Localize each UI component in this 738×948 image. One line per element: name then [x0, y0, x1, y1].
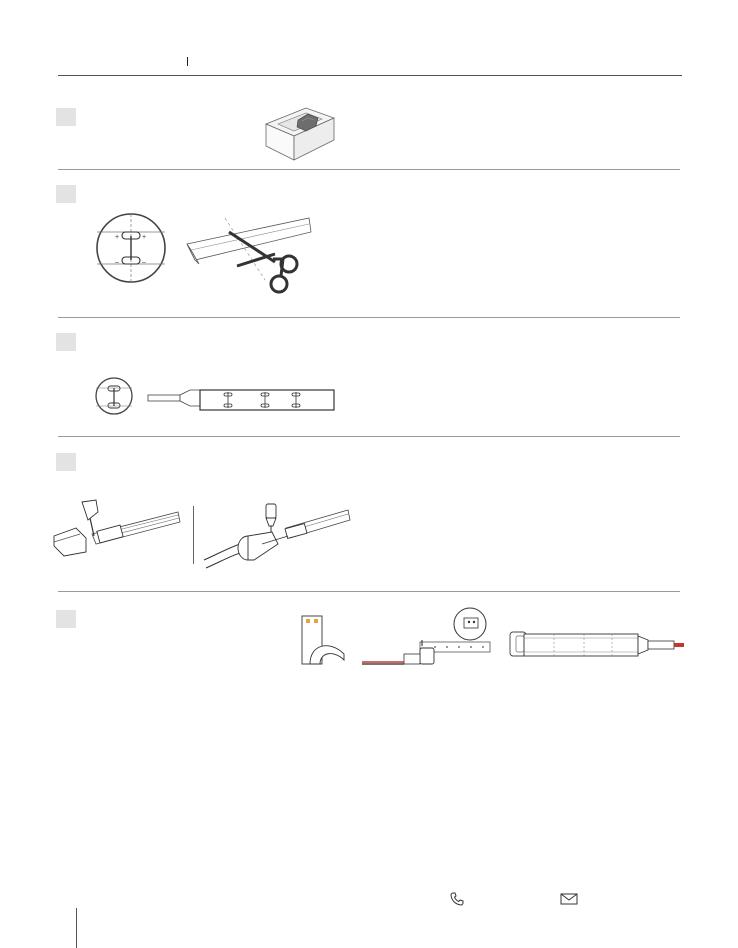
cut-mark-detail-illustration: [95, 212, 167, 284]
step-separator-4: [58, 591, 680, 592]
step-2-marker: [56, 185, 76, 203]
step-4-marker: [56, 453, 76, 471]
header-divider-tick: [187, 57, 188, 66]
header-rule: [58, 75, 682, 76]
clip-connector-insert-illustration: [52, 498, 182, 556]
step-1-marker: [56, 108, 76, 126]
step-separator-3: [58, 436, 680, 437]
step-separator-1: [58, 169, 680, 170]
cut-profile-scissors-illustration: [185, 214, 315, 298]
glue-connector-insert-illustration: [202, 502, 352, 572]
footer-margin-rule: [76, 908, 77, 948]
step-3-marker: [56, 333, 76, 351]
step-separator-2: [58, 317, 680, 318]
svg-text:+: +: [115, 234, 120, 241]
end-cap-bend-illustration: [300, 614, 348, 666]
phone-icon: [450, 892, 464, 906]
sealed-profile-illustration: [508, 628, 688, 662]
svg-text:–: –: [142, 259, 146, 266]
strip-with-cable-illustration: [88, 376, 338, 416]
svg-text:+: +: [142, 234, 147, 241]
cable-connector-detail-illustration: [360, 606, 492, 676]
step-5-marker: [56, 610, 76, 628]
svg-text:–: –: [115, 259, 119, 266]
mail-icon: [560, 893, 578, 905]
package-box-illustration: [262, 100, 338, 162]
step-4-divider: [193, 506, 194, 564]
